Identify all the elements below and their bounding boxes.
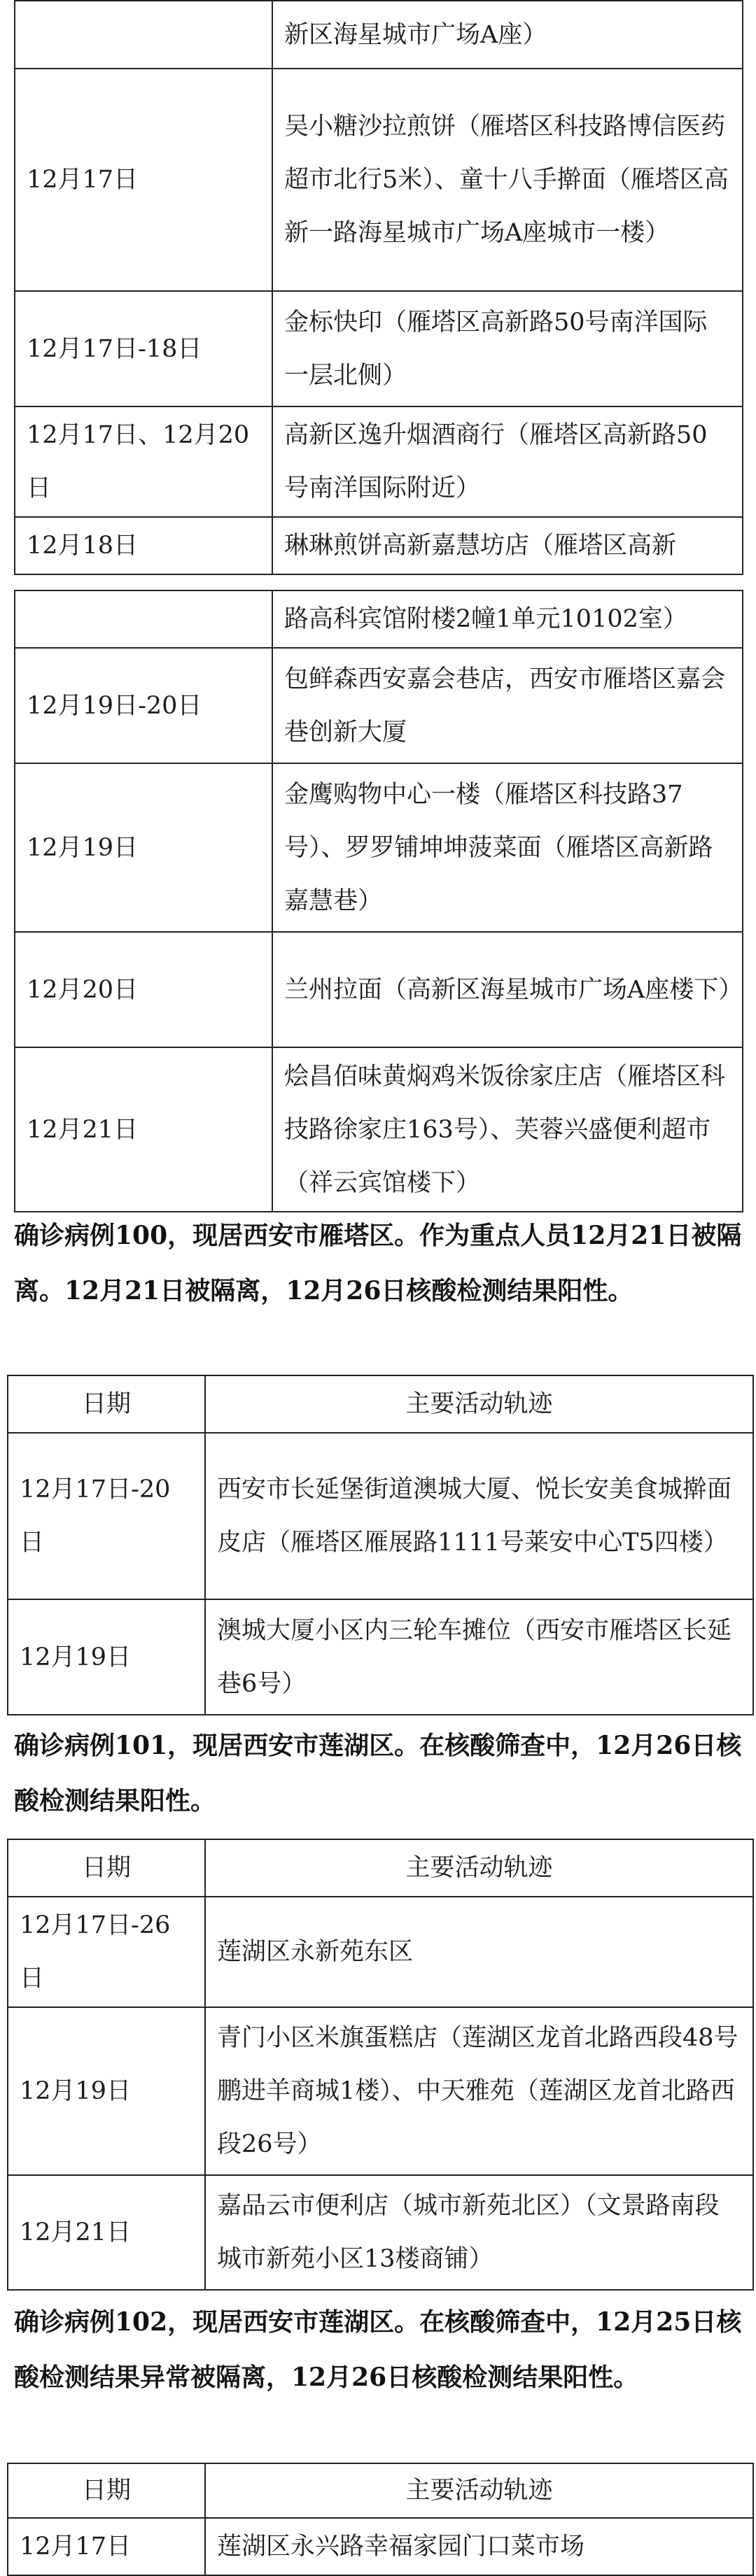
table-row — [15, 590, 743, 648]
table-row — [8, 1433, 753, 1599]
date-cell: 12月19日-20日 — [15, 648, 272, 763]
date-cell: 12月17日 — [15, 69, 272, 291]
table-row — [15, 648, 743, 763]
date-cell: 12月17日 — [8, 2518, 205, 2575]
table-row — [15, 69, 743, 291]
table-row — [15, 406, 743, 517]
activity-cell: 金鹰购物中心一楼（雁塔区科技路37号）、罗罗铺坤坤菠菜面（雁塔区高新路嘉慧巷） — [272, 763, 743, 932]
header-date: 日期 — [8, 1839, 205, 1897]
header-activity: 主要活动轨迹 — [205, 1839, 753, 1897]
table-row — [15, 517, 743, 574]
date-cell: 12月17日-18日 — [15, 291, 272, 406]
activity-cell: 吴小糖沙拉煎饼（雁塔区科技路博信医药超市北行5米）、童十八手擀面（雁塔区高新一路海星城市广场A座城市一楼） — [272, 69, 743, 291]
case-102-table — [7, 2463, 754, 2576]
date-cell: 12月17日、12月20日 — [15, 406, 272, 517]
table-row — [15, 291, 743, 406]
case-100-table — [7, 1375, 754, 1715]
date-cell: 12月17日-26日 — [8, 1897, 205, 2007]
table-row — [8, 2518, 753, 2575]
activity-cell: 嘉品云市便利店（城市新苑北区）（文景路南段城市新苑小区13楼商铺） — [205, 2175, 753, 2290]
date-cell: 12月21日 — [15, 1047, 272, 1212]
table-row — [15, 763, 743, 932]
case-101-description: 确诊病例101，现居西安市莲湖区。在核酸筛查中，12月26日核酸检测结果阳性。 — [14, 1731, 742, 1816]
trajectory-table-2 — [14, 590, 743, 1212]
date-cell — [15, 1, 272, 69]
header-date: 日期 — [8, 1375, 205, 1433]
table-row — [15, 932, 743, 1047]
header-activity: 主要活动轨迹 — [205, 1375, 753, 1433]
activity-cell: 琳琳煎饼高新嘉慧坊店（雁塔区高新 — [272, 517, 743, 574]
table-row — [8, 2175, 753, 2290]
activity-cell: 澳城大厦小区内三轮车摊位（西安市雁塔区长延巷6号） — [205, 1599, 753, 1715]
date-cell: 12月19日 — [15, 763, 272, 932]
activity-cell: 莲湖区永新苑东区 — [205, 1897, 753, 2007]
date-cell: 12月18日 — [15, 517, 272, 574]
date-cell: 12月17日-20日 — [8, 1433, 205, 1599]
activity-cell: 包鲜森西安嘉会巷店，西安市雁塔区嘉会巷创新大厦 — [272, 648, 743, 763]
activity-cell: 金标快印（雁塔区高新路50号南洋国际一层北侧） — [272, 291, 743, 406]
activity-cell: 莲湖区永兴路幸福家园门口菜市场 — [205, 2518, 753, 2575]
activity-cell: 兰州拉面（高新区海星城市广场A座楼下） — [272, 932, 743, 1047]
date-cell: 12月19日 — [8, 2007, 205, 2175]
header-activity: 主要活动轨迹 — [205, 2463, 753, 2518]
table-row — [15, 1, 743, 69]
table-row — [8, 2007, 753, 2175]
case-100-description: 确诊病例100，现居西安市雁塔区。作为重点人员12月21日被隔离。12月21日被隔离，12月26日核酸检测结果阳性。 — [14, 1221, 742, 1305]
activity-cell: 新区海星城市广场A座） — [272, 1, 743, 69]
activity-cell: 西安市长延堡街道澳城大厦、悦长安美食城擀面皮店（雁塔区雁展路1111号莱安中心T5四楼） — [205, 1433, 753, 1599]
trajectory-table-1 — [14, 0, 743, 575]
activity-cell: 青门小区米旗蛋糕店（莲湖区龙首北路西段48号鹏进羊商城1楼）、中天雅苑（莲湖区龙首北路西段26号） — [205, 2007, 753, 2175]
case-102-description: 确诊病例102，现居西安市莲湖区。在核酸筛查中，12月25日核酸检测结果异常被隔离，12月26日核酸检测结果阳性。 — [14, 2307, 742, 2392]
date-cell: 12月19日 — [8, 1599, 205, 1715]
date-cell: 12月20日 — [15, 932, 272, 1047]
table-row — [15, 1047, 743, 1212]
date-cell: 12月21日 — [8, 2175, 205, 2290]
table-header-row — [8, 1839, 753, 1897]
header-date: 日期 — [8, 2463, 205, 2518]
table-header-row — [8, 1375, 753, 1433]
activity-cell: 高新区逸升烟酒商行（雁塔区高新路50号南洋国际附近） — [272, 406, 743, 517]
table-row — [8, 1599, 753, 1715]
table-header-row — [8, 2463, 753, 2518]
activity-cell: 烩昌佰味黄焖鸡米饭徐家庄店（雁塔区科技路徐家庄163号）、芙蓉兴盛便利超市（祥云宾馆楼下） — [272, 1047, 743, 1212]
activity-cell: 路高科宾馆附楼2幢1单元10102室） — [272, 590, 743, 648]
case-101-table — [7, 1839, 754, 2291]
date-cell — [15, 590, 272, 648]
table-row — [8, 1897, 753, 2007]
